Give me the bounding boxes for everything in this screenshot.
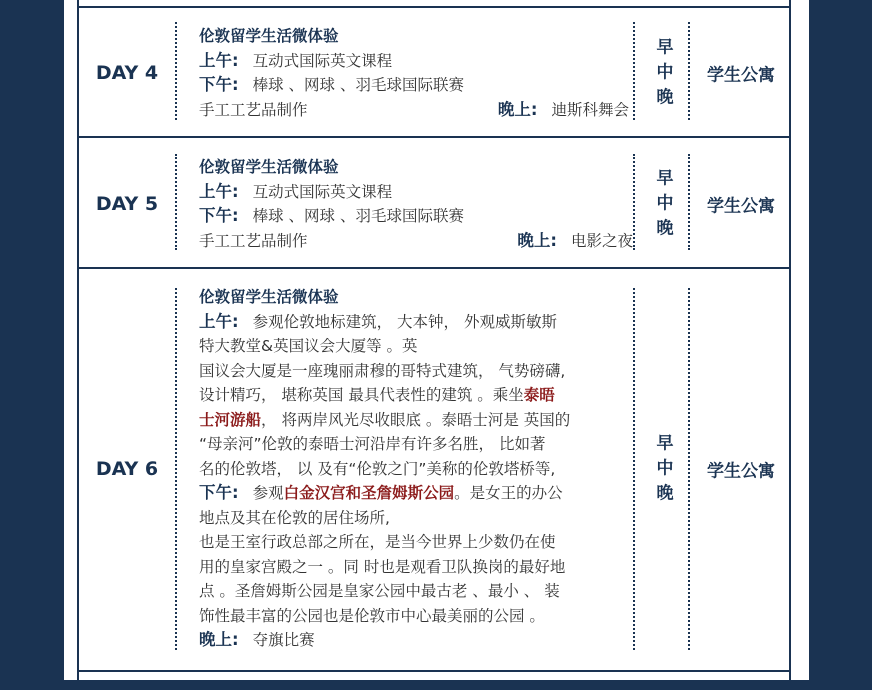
evening-label: 晚上: (517, 230, 557, 250)
accommodation: 学生公寓 (707, 196, 775, 217)
day-label: DAY 6 (95, 458, 159, 480)
highlight-thames-cruise: 士河游船 (199, 410, 262, 429)
evening-line (199, 98, 635, 123)
meal-lunch: 中 (656, 62, 674, 83)
morning-text: 互动式国际英文课程 (252, 51, 393, 70)
evening-label: 晚上: (199, 630, 239, 649)
column-divider (688, 22, 690, 120)
meal-dinner: 晚 (656, 87, 674, 108)
afternoon-label: 下午: (199, 206, 239, 225)
meals (650, 432, 680, 507)
meal-lunch: 中 (656, 193, 674, 214)
meals (650, 167, 680, 242)
evening-text: 夺旗比赛 (252, 631, 315, 649)
meal-dinner: 晚 (656, 483, 674, 504)
afternoon-text: 饰性最丰富的公园也是伦敦市中心最美丽的公园 。 (199, 606, 545, 625)
column-divider (688, 288, 690, 650)
afternoon-text-part: 。是女王的办公 (454, 484, 563, 502)
morning-text: “母亲河”伦敦的泰晤士河沿岸有许多名胜， 比如著 (199, 435, 546, 453)
highlight-buckingham: 白金汉宫和圣詹姆斯公园 (283, 484, 455, 502)
day-label: DAY 4 (95, 62, 159, 84)
activity-title: 伦敦留学生活微体验 (199, 288, 339, 306)
afternoon-text: 地点及其在伦敦的居住场所, (199, 508, 390, 527)
evening-text: 迪斯科舞会 (551, 100, 629, 119)
highlight-thames-cruise: 泰晤 (523, 386, 555, 404)
row-divider (79, 136, 789, 138)
evening-line (199, 628, 635, 653)
afternoon-text: 点 。圣詹姆斯公园是皇家公园中最古老 、最小 、 装 (199, 582, 560, 600)
meal-breakfast: 早 (656, 37, 674, 58)
day-label: DAY 5 (95, 193, 159, 215)
afternoon-line (199, 204, 635, 229)
column-divider (175, 288, 177, 650)
extra-activity: 手工工艺品制作 (199, 100, 308, 119)
itinerary-table (77, 0, 791, 690)
column-divider (175, 154, 177, 250)
morning-line (199, 49, 635, 74)
column-divider (175, 22, 177, 120)
afternoon-text: 用的皇家宫殿之一 。同 时也是观看卫队换岗的最好地 (199, 557, 566, 576)
row-divider (79, 670, 789, 672)
activity-content (199, 285, 635, 653)
morning-label: 上午: (199, 50, 239, 70)
morning-text: 名的伦敦塔， 以 及有“伦敦之门”美称的伦敦塔桥等, (199, 459, 556, 478)
afternoon-text: 棒球 、网球 、羽毛球国际联赛 (252, 76, 464, 94)
meal-breakfast: 早 (656, 433, 674, 454)
morning-text-part: 设计精巧， 堪称英国 最具代表性的建筑 。乘坐 (199, 386, 524, 404)
accommodation: 学生公寓 (707, 461, 775, 482)
morning-text: 国议会大厦是一座瑰丽肃穆的哥特式建筑， 气势磅礴, (199, 361, 566, 380)
meal-lunch: 中 (656, 458, 674, 479)
afternoon-label: 下午: (199, 483, 239, 502)
row-divider (79, 267, 789, 269)
morning-line (199, 310, 635, 335)
afternoon-text: 也是王室行政总部之所在，是当今世界上少数仍在使 (199, 533, 556, 551)
morning-text (199, 408, 635, 433)
meal-dinner: 晚 (656, 218, 674, 239)
evening-label: 晚上: (497, 99, 538, 119)
itinerary-sheet (64, 0, 809, 680)
activity-title: 伦敦留学生活微体验 (199, 158, 339, 176)
column-divider (633, 288, 635, 650)
evening-text: 电影之夜 (570, 231, 633, 250)
morning-text: 特大教堂&英国议会大厦等 。英 (199, 337, 418, 355)
afternoon-text-part: 参观 (252, 484, 284, 502)
meals (650, 36, 680, 111)
afternoon-line (199, 481, 635, 506)
morning-label: 上午: (199, 181, 239, 201)
activity-content (199, 155, 635, 253)
evening-line (199, 229, 635, 254)
accommodation: 学生公寓 (707, 65, 775, 86)
morning-text (199, 383, 635, 408)
column-divider (633, 22, 635, 120)
morning-text: 互动式国际英文课程 (252, 182, 393, 201)
column-divider (688, 154, 690, 250)
extra-activity: 手工工艺品制作 (199, 231, 308, 250)
activity-content (199, 24, 635, 122)
morning-text: 参观伦敦地标建筑， 大本钟， 外观威斯敏斯 (252, 312, 557, 331)
afternoon-line (199, 73, 635, 98)
activity-title: 伦敦留学生活微体验 (199, 27, 339, 45)
meal-breakfast: 早 (656, 168, 674, 189)
column-divider (633, 154, 635, 250)
afternoon-label: 下午: (199, 75, 239, 94)
morning-label: 上午: (199, 311, 239, 331)
afternoon-text: 棒球 、网球 、羽毛球国际联赛 (252, 207, 464, 225)
morning-line (199, 180, 635, 205)
morning-text-part: ， 将两岸风光尽收眼底 。泰晤士河是 英国的 (261, 410, 571, 429)
row-divider (79, 6, 789, 8)
